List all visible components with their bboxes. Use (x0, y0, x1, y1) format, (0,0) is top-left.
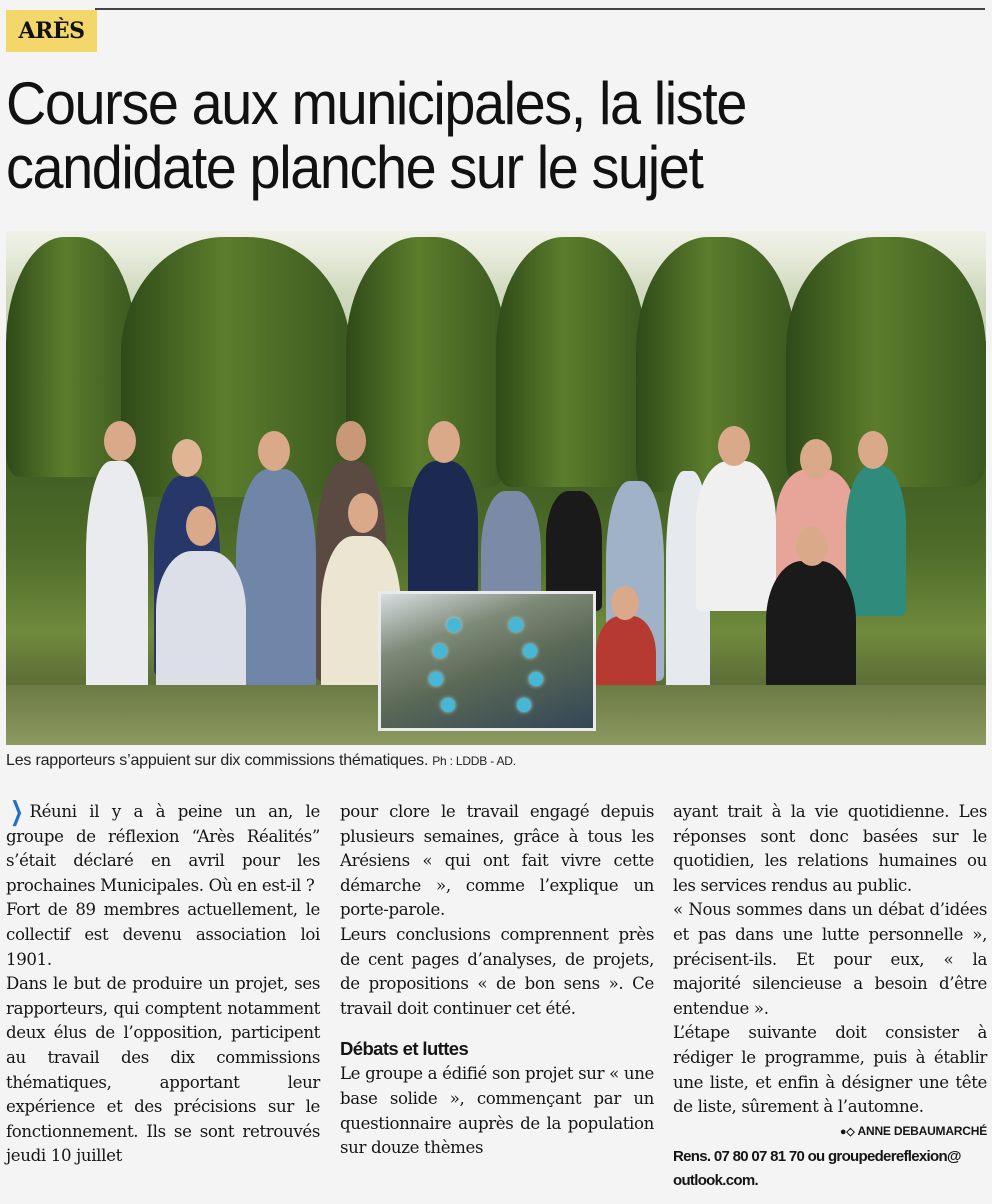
poster-icon (517, 698, 531, 712)
contact-info: Rens. 07 80 07 81 70 ou groupedereflexion@ outlook.com. (673, 1147, 961, 1189)
paragraph: Le groupe a édifié son projet sur « une base solide », commençant par un questionnaire auprès de la population sur douze thèmes (340, 1064, 654, 1158)
person (86, 461, 148, 691)
column-2 (340, 800, 654, 1161)
paragraph: « Nous sommes dans un débat d’idées et pas dans une lutte personnelle », précisent-ils. Et pour eux, « la majorité silencieuse a besoin d’être entendue ». (673, 900, 987, 1018)
person-head (348, 493, 378, 533)
person-head (858, 431, 888, 469)
poster-icon (529, 672, 543, 686)
top-rule (95, 8, 985, 10)
poster-icon (509, 618, 523, 632)
paragraph: L’étape suivante doit consister à rédiger le programme, puis à établir une liste, et enfin à désigner une tête de liste, sûrement à l’automne. (673, 1023, 987, 1117)
paragraph: pour clore le travail engagé depuis plusieurs semaines, grâce à tous les Arésiens « qui ont fait vivre cette démarche », comme l’explique un porte-parole. (340, 802, 654, 920)
poster-icon (429, 672, 443, 686)
person (408, 461, 478, 611)
person-head (718, 426, 750, 466)
person (236, 469, 316, 689)
chevron-right-icon: ❯ (10, 797, 24, 827)
person-head (796, 526, 828, 566)
person-head (172, 439, 202, 477)
byline (673, 1120, 987, 1143)
photo-credit: Ph : LDDB - AD. (432, 754, 516, 768)
person-head (336, 421, 366, 461)
caption-text: Les rapporteurs s’appuient sur dix commissions thématiques. (6, 752, 429, 769)
subheading: Débats et luttes (340, 1038, 469, 1060)
poster-icon (433, 644, 447, 658)
poster-icon (447, 618, 461, 632)
person-head (800, 439, 832, 479)
section-kicker: ARÈS (6, 10, 97, 52)
article-body (6, 797, 987, 1204)
author-name: ANNE DEBAUMARCHÉ (857, 1123, 987, 1138)
headline: Course aux municipales, la liste candidate planche sur le sujet (6, 70, 747, 201)
photo-caption (6, 752, 986, 770)
paragraph: Dans le but de produire un projet, ses rapporteurs, qui comptent notamment deux élus de l’opposition, participent au travail des dix commissions thématiques, apportant leur expérience et des précisions sur le fonctionnement. Ils se sont retrouvés jeudi 10 juillet (6, 974, 320, 1166)
column-3 (673, 800, 987, 1193)
person-head (258, 431, 290, 471)
paragraph: ayant trait à la vie quotidienne. Les réponses sont donc basées sur le quotidien, les relations humaines ou les services rendus au public. (673, 802, 987, 895)
held-poster (378, 591, 596, 731)
article-photo (6, 231, 986, 745)
paragraph: Fort de 89 membres actuellement, le collectif est devenu association loi 1901. (6, 900, 320, 969)
pen-icon: ●◇ (839, 1125, 855, 1138)
person (846, 466, 906, 616)
person-head (186, 506, 216, 546)
column-1 (6, 797, 320, 1169)
person (696, 461, 776, 611)
person-head (428, 421, 460, 463)
poster-icon (523, 644, 537, 658)
person (156, 551, 246, 701)
paragraph: Leurs conclusions comprennent près de cent pages d’analyses, de projets, de propositions « de bon sens ». Ce travail doit continuer cet été. (340, 924, 654, 1018)
person-head (611, 586, 639, 620)
paragraph: ❯ Réuni il y a à peine un an, le groupe de réflexion “Arès Réalités” s’était déclaré en avril pour les prochaines Municipales. Où en est-il ? (6, 797, 320, 895)
poster-icon (441, 698, 455, 712)
person-head (104, 421, 136, 461)
